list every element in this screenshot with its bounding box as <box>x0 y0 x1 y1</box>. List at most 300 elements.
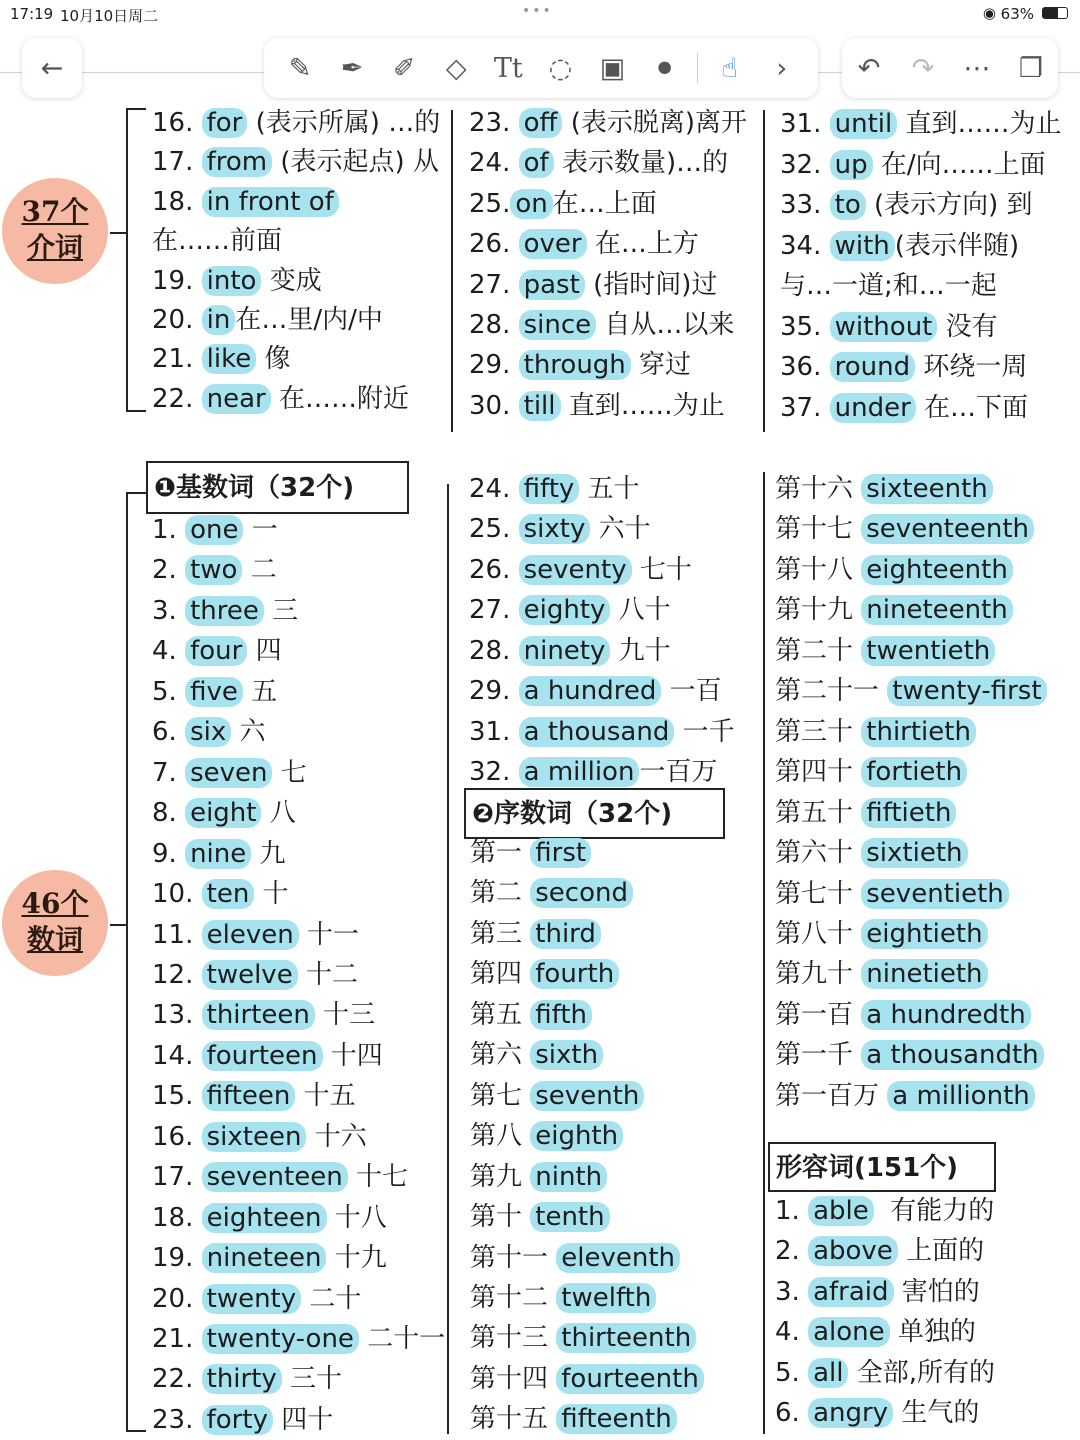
highlighted-word: eighteen <box>202 1203 327 1233</box>
multitask-dots[interactable]: ••• <box>522 3 553 19</box>
note-text: 33. <box>780 190 830 220</box>
highlighted-word: into <box>202 266 262 296</box>
bracket-spine <box>126 108 128 412</box>
highlighted-word: fourth <box>530 959 619 989</box>
note-line <box>775 1038 1044 1072</box>
highlighted-word: all <box>808 1358 848 1388</box>
note-line <box>469 268 717 302</box>
highlighted-word: eighth <box>530 1121 623 1151</box>
note-meaning: 害怕的 <box>893 1276 980 1307</box>
highlighted-word: nineteen <box>202 1243 327 1273</box>
highlighted-word: seventy <box>519 555 632 585</box>
note-meaning: (表示所属) …的 <box>247 108 441 138</box>
note-text: 21. <box>152 344 202 375</box>
note-line <box>780 229 1019 263</box>
highlighted-word: able <box>808 1196 874 1226</box>
note-text: 19. <box>152 265 202 296</box>
note-meaning: 在…里/内/中 <box>235 305 383 335</box>
highlighted-word: four <box>185 636 247 666</box>
highlighted-word: eighty <box>519 595 611 625</box>
highlighted-word: with <box>830 231 895 261</box>
note-line <box>775 1396 979 1430</box>
note-text: 第十 <box>470 1202 531 1233</box>
note-line <box>775 1234 984 1268</box>
note-text: 第一百 <box>775 999 862 1030</box>
note-line <box>780 188 1033 222</box>
note-line <box>152 634 282 668</box>
highlighted-word: sixteenth <box>861 474 993 504</box>
note-line <box>469 389 725 423</box>
note-meaning: 十三 <box>314 1000 376 1031</box>
note-line <box>152 796 296 830</box>
note-text: 27. <box>469 595 519 626</box>
redo-icon[interactable]: ↷ <box>911 52 935 84</box>
note-line <box>469 512 651 546</box>
note-text: 第六十 <box>775 838 862 869</box>
note-text: 18. <box>152 186 202 217</box>
note-line <box>152 185 339 219</box>
note-meaning: (表示脱离)离开 <box>562 108 748 138</box>
prepositions-badge <box>2 178 108 284</box>
note-meaning: 一百万 <box>639 757 718 788</box>
note-meaning: 五十 <box>579 474 640 504</box>
pen-icon[interactable]: ✒ <box>340 52 364 84</box>
note-meaning: 一百 <box>661 676 722 707</box>
highlighted-word: sixteen <box>202 1122 307 1152</box>
note-line <box>775 1356 995 1390</box>
note-text: 第十四 <box>470 1363 557 1394</box>
note-meaning: 十九 <box>326 1243 387 1274</box>
note-line <box>152 224 282 258</box>
note-text: 36. <box>780 352 830 382</box>
note-text: 第九十 <box>775 959 862 990</box>
note-line <box>469 593 671 627</box>
note-text: 19. <box>152 1243 202 1274</box>
note-line <box>152 1201 387 1235</box>
highlighted-word: fiftieth <box>861 798 956 828</box>
highlighted-word: ninth <box>530 1162 607 1192</box>
note-line <box>470 1321 696 1355</box>
note-meaning: 生气的 <box>893 1398 980 1429</box>
note-line <box>775 836 968 870</box>
highlighted-word: sixty <box>519 514 591 544</box>
note-line <box>469 674 722 708</box>
note-line <box>152 1241 387 1275</box>
highlighted-word: forty <box>202 1405 273 1435</box>
highlighted-word: under <box>830 393 916 423</box>
highlighted-word: like <box>202 344 257 374</box>
note-text: 第五 <box>470 999 531 1030</box>
bracket-bottom <box>126 410 146 412</box>
note-line <box>152 998 375 1032</box>
note-meaning: 直到……为止 <box>560 390 725 421</box>
note-meaning: 变成 <box>261 265 322 296</box>
note-line <box>470 1362 704 1396</box>
note-text: 第十一 <box>470 1242 557 1273</box>
note-text: 第三 <box>470 918 531 949</box>
note-line <box>152 145 439 179</box>
note-line <box>152 553 277 587</box>
note-line <box>780 269 997 303</box>
note-meaning: 在…下面 <box>915 392 1029 423</box>
lasso-icon[interactable]: ◌ <box>548 52 573 84</box>
note-meaning: 九十 <box>610 635 671 666</box>
note-text: 37. <box>780 392 830 423</box>
highlighted-word: fortieth <box>861 757 967 787</box>
note-text: 21. <box>152 1324 202 1354</box>
badge-label: 介词 <box>26 231 83 264</box>
highlighted-word: a thousandth <box>861 1040 1043 1070</box>
note-meaning: 表示数量)…的 <box>553 148 729 179</box>
highlighted-word: sixtieth <box>861 838 967 868</box>
adjective-title: 形容词(151个) <box>768 1142 996 1192</box>
note-meaning: 十一 <box>298 919 359 950</box>
note-text: 第四十 <box>775 757 862 788</box>
eraser-icon[interactable]: ◇ <box>445 52 467 84</box>
note-line <box>775 472 993 506</box>
note-meaning: 环绕一周 <box>915 352 1028 382</box>
note-text: 第十九 <box>775 595 862 626</box>
highlighted-word: in front of <box>202 187 339 217</box>
note-line <box>470 876 633 910</box>
note-text: 9. <box>152 838 186 869</box>
note-text: 7. <box>152 757 186 788</box>
note-line <box>780 107 1062 141</box>
highlighted-word: above <box>808 1236 898 1266</box>
note-meaning: (表示伴随) <box>894 230 1020 261</box>
highlighted-word: seventh <box>530 1081 644 1111</box>
note-text: 16. <box>152 1121 202 1152</box>
column-divider <box>451 110 453 432</box>
note-text: 18. <box>152 1202 202 1233</box>
back-button[interactable] <box>22 38 82 98</box>
highlighted-word: near <box>202 384 271 414</box>
highlighted-word: angry <box>808 1398 893 1428</box>
note-line <box>775 512 1034 546</box>
note-text: 第二十 <box>775 635 862 666</box>
note-text: 第三十 <box>775 716 862 747</box>
note-text: 第十五 <box>470 1404 557 1435</box>
note-line <box>780 148 1046 182</box>
note-text: 27. <box>469 269 519 300</box>
highlighted-word: thirteen <box>202 1000 315 1030</box>
note-line <box>470 998 592 1032</box>
action-palette <box>842 38 1058 98</box>
note-line <box>780 310 998 344</box>
text-icon[interactable]: Tt <box>493 52 523 84</box>
note-line <box>152 264 322 298</box>
note-line <box>775 1275 980 1309</box>
note-meaning: 三十 <box>281 1364 343 1395</box>
toolbar-separator <box>697 53 698 83</box>
note-meaning: 九 <box>251 838 286 869</box>
highlighted-word: twenty-one <box>202 1324 359 1354</box>
highlighted-word: from <box>202 147 273 177</box>
note-text: 20. <box>152 1283 202 1314</box>
note-line <box>470 1281 656 1315</box>
note-text: 17. <box>152 1162 202 1193</box>
pages-icon[interactable]: ❐ <box>1018 52 1044 84</box>
note-line <box>775 1194 994 1228</box>
note-meaning: 十二 <box>297 959 358 990</box>
note-line <box>152 877 289 911</box>
highlighted-word: second <box>530 878 633 908</box>
bracket-top <box>126 108 146 110</box>
note-meaning: 在/向……上面 <box>872 149 1046 180</box>
note-line <box>152 918 359 952</box>
note-line <box>470 836 591 870</box>
note-meaning: (表示起点) 从 <box>272 147 439 178</box>
highlighted-word: eighteenth <box>861 555 1013 585</box>
note-meaning: 三 <box>263 595 299 626</box>
image-icon[interactable]: ▣ <box>599 52 626 84</box>
note-text: 第七十 <box>775 878 862 909</box>
highlighted-word: off <box>519 108 563 138</box>
note-meaning: 上面的 <box>897 1236 985 1267</box>
note-text: 第十六 <box>775 474 862 504</box>
note-meaning: 一 <box>243 515 278 545</box>
note-line <box>470 1402 677 1436</box>
note-text: 1. <box>775 1196 809 1226</box>
note-line <box>469 146 728 180</box>
note-meaning: 六十 <box>590 514 651 545</box>
highlighted-word: twenty-first <box>887 676 1046 706</box>
highlighted-word: till <box>519 391 561 421</box>
highlighted-word: fifteenth <box>556 1404 676 1434</box>
note-line <box>152 1039 383 1073</box>
note-line <box>775 998 1031 1032</box>
note-line <box>775 957 988 991</box>
note-line <box>152 1282 361 1316</box>
note-line <box>780 350 1027 384</box>
note-line <box>152 1322 445 1356</box>
note-text: 20. <box>152 305 202 335</box>
note-line <box>470 1119 623 1153</box>
note-line <box>470 1241 680 1275</box>
note-text: 10. <box>152 879 202 910</box>
note-line <box>470 917 601 951</box>
highlighted-word: fifth <box>530 1000 592 1030</box>
bracket-spine <box>126 492 128 1432</box>
note-text: 2. <box>152 555 186 586</box>
highlighted-word: seventieth <box>861 879 1009 909</box>
note-meaning: 八 <box>261 798 296 829</box>
note-line <box>152 106 440 140</box>
highlighted-word: eleven <box>202 920 299 950</box>
note-meaning: 四 <box>247 636 282 667</box>
highlighted-word: eight <box>185 798 261 828</box>
bracket-bottom <box>126 1430 146 1432</box>
battery-icon <box>1042 7 1068 19</box>
note-line <box>469 187 657 221</box>
note-line <box>469 634 671 668</box>
note-line <box>775 553 1013 587</box>
highlighted-word: three <box>185 596 264 626</box>
note-line <box>775 917 988 951</box>
note-text: 26. <box>469 229 519 260</box>
highlighted-word: round <box>830 352 916 382</box>
note-text: 22. <box>152 383 202 414</box>
note-text: 15. <box>152 1081 202 1112</box>
note-line <box>152 594 298 628</box>
note-line <box>469 348 691 382</box>
note-meaning: 二 <box>242 555 277 586</box>
note-line <box>152 715 266 749</box>
note-meaning: 十四 <box>322 1040 383 1071</box>
note-text: 3. <box>152 595 186 626</box>
highlighted-word: nine <box>185 839 251 869</box>
highlighter-icon[interactable]: ✐ <box>392 52 416 84</box>
highlighted-word: of <box>519 148 554 178</box>
highlighted-word: on <box>510 189 552 219</box>
highlighted-word: to <box>830 190 866 220</box>
note-meaning: 像 <box>256 344 291 375</box>
note-line <box>775 755 967 789</box>
note-text: 6. <box>152 717 186 748</box>
note-line <box>152 382 409 416</box>
cardinal-title: ❶基数词（32个) <box>146 461 409 514</box>
note-line <box>152 513 278 547</box>
note-meaning: 十五 <box>295 1081 356 1112</box>
more-icon[interactable]: ⋯ <box>963 52 991 84</box>
note-meaning: 没有 <box>937 311 998 342</box>
note-line <box>469 715 735 749</box>
note-text: 8. <box>152 798 186 829</box>
note-meaning: (表示方向) 到 <box>865 190 1033 220</box>
highlighted-word: first <box>530 838 591 868</box>
note-text: 5. <box>152 676 186 707</box>
badge-count: 46个 <box>21 887 89 920</box>
note-text: 第十八 <box>775 554 862 585</box>
note-line <box>152 675 277 709</box>
note-meaning: 十八 <box>326 1202 387 1233</box>
note-meaning: (指时间)过 <box>584 269 718 300</box>
note-line <box>775 634 995 668</box>
note-text: 22. <box>152 1364 202 1395</box>
note-text: 第一千 <box>775 1040 862 1071</box>
column-divider <box>763 472 765 1434</box>
highlighted-word: ninetieth <box>861 959 987 989</box>
note-text: 12. <box>152 959 202 990</box>
note-text: 第二 <box>470 878 531 909</box>
note-text: 5. <box>775 1357 809 1388</box>
note-text: 32. <box>469 757 519 788</box>
note-line <box>152 958 358 992</box>
note-text: 第一百万 <box>775 1080 888 1111</box>
note-text: 35. <box>780 311 830 342</box>
note-text: 23. <box>469 108 519 138</box>
note-text: 26. <box>469 554 519 585</box>
note-line <box>469 106 747 140</box>
battery-percent: 63% <box>1000 5 1034 23</box>
note-meaning: 六 <box>231 717 266 748</box>
chevron-right-icon[interactable]: › <box>776 52 788 84</box>
highlighted-word: twelfth <box>556 1283 656 1313</box>
highlighted-word: seventeen <box>202 1162 348 1192</box>
note-meaning: 八十 <box>610 595 671 626</box>
note-line <box>470 1160 607 1194</box>
highlighted-word: for <box>202 108 248 138</box>
note-line <box>469 308 734 342</box>
highlighted-word: a hundred <box>519 676 662 706</box>
note-line <box>469 755 717 789</box>
note-line <box>152 303 383 337</box>
note-text: 28. <box>469 635 519 666</box>
bracket-top <box>126 492 146 494</box>
microphone-icon[interactable]: ⏺ <box>657 52 672 83</box>
numerals-badge <box>2 870 108 976</box>
status-bar <box>0 0 1080 28</box>
highlighted-word: a hundredth <box>861 1000 1030 1030</box>
note-meaning: 一千 <box>674 716 735 747</box>
note-text: 4. <box>775 1317 809 1348</box>
note-meaning: 二十一 <box>358 1324 446 1354</box>
highlighted-word: past <box>519 270 585 300</box>
highlighted-word: ninety <box>519 636 611 666</box>
note-text: 第七 <box>470 1080 531 1111</box>
pencil-icon[interactable]: ✎ <box>288 52 312 84</box>
note-text: 3. <box>775 1276 809 1307</box>
note-text: 第八 <box>470 1121 531 1152</box>
ordinal-title: ❷序数词（32个) <box>464 788 725 839</box>
touch-hand-icon[interactable]: ☝ <box>721 52 738 84</box>
note-text: 24. <box>469 474 519 504</box>
highlighted-word: through <box>519 350 631 380</box>
highlighted-word: third <box>530 919 601 949</box>
bracket-stub <box>110 924 126 926</box>
highlighted-word: a millionth <box>887 1081 1034 1111</box>
highlighted-word: in <box>202 305 236 335</box>
note-text: 31. <box>469 716 519 747</box>
badge-label: 数词 <box>26 923 83 956</box>
highlighted-word: one <box>185 515 243 545</box>
note-text: 第六 <box>470 1040 531 1071</box>
note-text: 第八十 <box>775 918 862 949</box>
note-meaning: 七十 <box>631 554 692 585</box>
highlighted-word: fourteenth <box>556 1364 704 1394</box>
note-text: 在……前面 <box>152 226 283 257</box>
highlighted-word: a thousand <box>519 717 675 747</box>
note-text: 第一 <box>470 838 531 868</box>
note-text: 1. <box>152 515 186 545</box>
note-text: 第十三 <box>470 1323 557 1354</box>
note-text: 第十二 <box>470 1282 557 1313</box>
highlighted-word: fifteen <box>202 1081 296 1111</box>
note-text: 32. <box>780 149 830 180</box>
note-text: 第九 <box>470 1161 531 1192</box>
note-meaning: 五 <box>242 676 278 707</box>
note-line <box>152 756 307 790</box>
note-meaning: 直到……为止 <box>897 109 1062 139</box>
highlighted-word: over <box>519 229 587 259</box>
status-time: 17:19 <box>10 5 54 23</box>
highlighted-word: five <box>185 677 243 707</box>
highlighted-word: tenth <box>530 1202 609 1232</box>
highlighted-word: eleventh <box>556 1243 680 1273</box>
note-line <box>775 1315 976 1349</box>
note-text: 29. <box>469 350 519 381</box>
note-text: 第四 <box>470 959 531 990</box>
undo-icon[interactable]: ↶ <box>857 52 881 84</box>
note-meaning: 穿过 <box>630 350 692 381</box>
note-line <box>152 342 290 376</box>
highlighted-word: thirtieth <box>861 717 976 747</box>
column-divider <box>447 484 449 1434</box>
bracket-stub <box>110 232 126 234</box>
note-text: 13. <box>152 1000 202 1031</box>
highlighted-word: two <box>185 555 242 585</box>
note-meaning: 在……附近 <box>270 383 409 414</box>
